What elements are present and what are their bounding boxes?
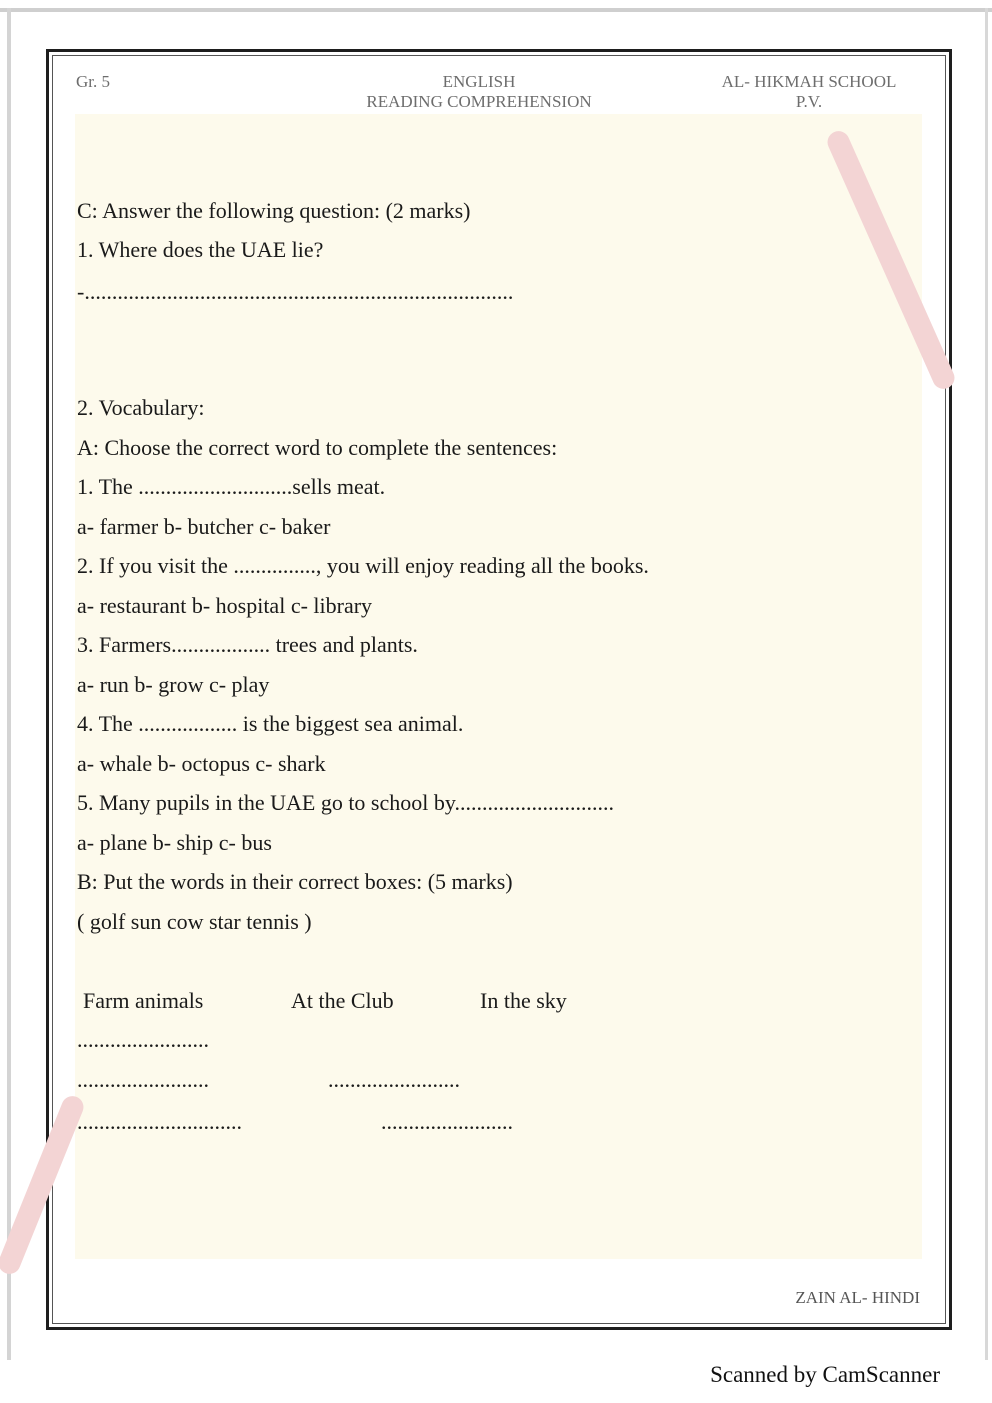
blank-line[interactable]: ........................ (77, 1067, 209, 1092)
blank-line[interactable]: ........................ (328, 1067, 460, 1092)
vocab-sentence-2: 2. If you visit the ..............., you will enjoy reading all the books. (77, 553, 649, 578)
blank-line[interactable]: .............................. (77, 1109, 242, 1134)
vocab-sentence-3: 3. Farmers.................. trees and plants. (77, 632, 418, 657)
scan-edge-left (7, 8, 11, 1360)
answer-line[interactable]: -.............................................................................. (77, 279, 514, 304)
header-school (706, 72, 912, 112)
vocab-sentence-1: 1. The ............................sells meat. (77, 474, 386, 499)
section-c-title: C: Answer the following question: (2 marks) (77, 198, 471, 223)
blank-line[interactable]: ........................ (381, 1109, 513, 1134)
scanner-note: Scanned by CamScanner (710, 1362, 940, 1387)
header-school-name: AL- HIKMAH SCHOOL (721, 72, 897, 91)
word-bank: ( golf sun cow star tennis ) (77, 909, 312, 934)
vocab-sentence-4: 4. The .................. is the biggest sea animal. (77, 711, 464, 736)
vocab-sentence-5: 5. Many pupils in the UAE go to school by............................. (77, 790, 614, 815)
part-b-title: B: Put the words in their correct boxes: (5 marks) (77, 869, 513, 894)
header-school-sub: P.V. (795, 92, 823, 111)
header-subject (349, 72, 609, 112)
vocab-options-5: a- plane b- ship c- bus (77, 830, 272, 855)
author-name: ZAIN AL- HINDI (795, 1288, 920, 1307)
question-1: 1. Where does the UAE lie? (77, 237, 324, 262)
vocabulary-title: 2. Vocabulary: (77, 395, 205, 420)
header-grade: Gr. 5 (76, 72, 110, 91)
part-a-title: A: Choose the correct word to complete the sentences: (77, 435, 558, 460)
scan-edge-right (985, 8, 988, 1360)
column-header-farm-animals: Farm animals (83, 988, 204, 1013)
vocab-options-2: a- restaurant b- hospital c- library (77, 593, 373, 618)
vocab-options-3: a- run b- grow c- play (77, 672, 270, 697)
header-topic: READING COMPREHENSION (366, 92, 592, 111)
column-header-in-the-sky: In the sky (480, 988, 567, 1013)
vocab-options-1: a- farmer b- butcher c- baker (77, 514, 331, 539)
column-header-at-the-club: At the Club (291, 988, 394, 1013)
blank-line[interactable]: ........................ (77, 1027, 209, 1052)
header-subject-title: ENGLISH (442, 72, 516, 91)
vocab-options-4: a- whale b- octopus c- shark (77, 751, 326, 776)
scan-edge-top (0, 8, 992, 12)
